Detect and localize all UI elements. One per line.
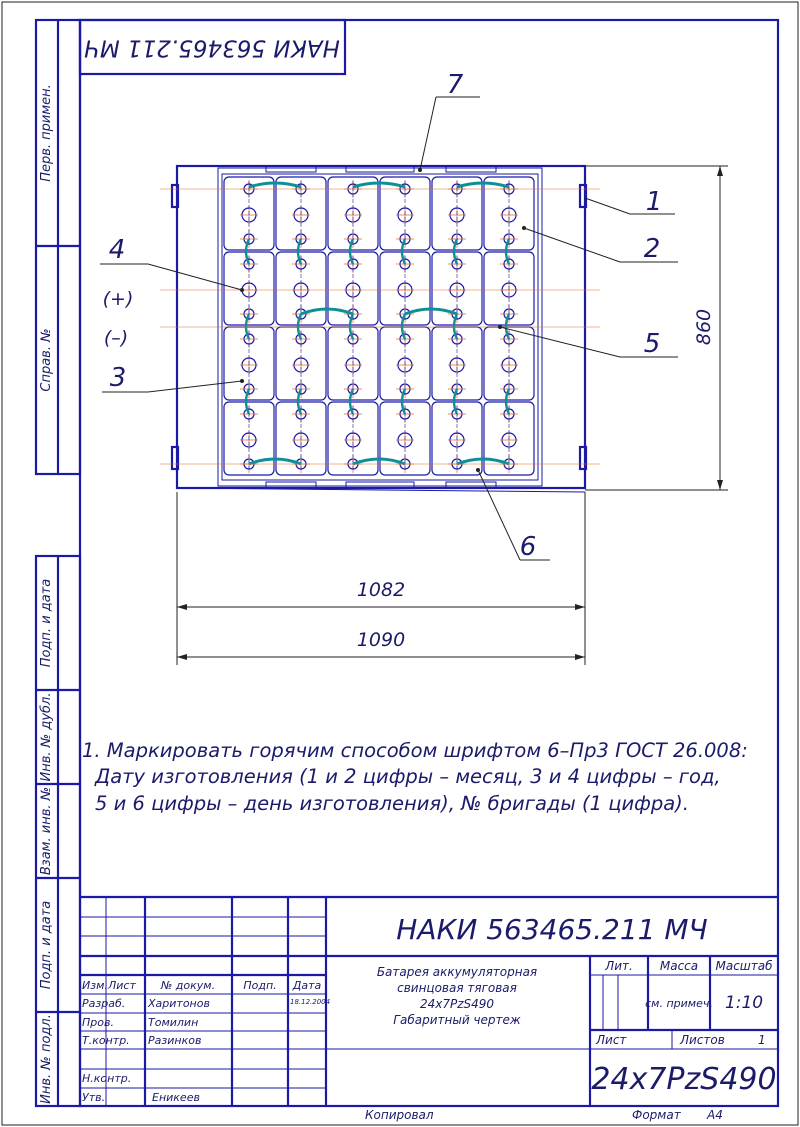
connector-bar xyxy=(457,183,509,187)
col-izm: Изм. xyxy=(82,979,108,992)
callout-4-label: 4 xyxy=(108,235,126,265)
sprav-no-label: Справ. № xyxy=(39,328,54,392)
connector-bar xyxy=(353,459,405,464)
col-podp: Подп. xyxy=(243,979,277,992)
title-block xyxy=(80,897,778,1122)
scale-value: 1:10 xyxy=(724,993,764,1013)
connector-bar xyxy=(301,309,353,314)
top-stamp xyxy=(80,20,345,74)
row-tkontr: Т.контр. xyxy=(82,1034,130,1047)
connector-bar xyxy=(249,183,301,187)
callout-7-label: 7 xyxy=(446,70,464,100)
utv-name: Еникеев xyxy=(152,1091,200,1104)
kopiroval-label: Копировал xyxy=(365,1108,434,1122)
dimension-outer-width xyxy=(177,629,585,660)
product-name-line-2: свинцовая тяговая xyxy=(397,981,517,995)
callout-3 xyxy=(102,363,244,393)
callout-1 xyxy=(585,187,675,217)
listov-value: 1 xyxy=(758,1033,766,1047)
callout-6-label: 6 xyxy=(519,532,537,562)
row-utv: Утв. xyxy=(82,1091,106,1104)
prov-name: Томилин xyxy=(148,1016,199,1029)
connector-bar xyxy=(405,309,457,314)
lit-label: Лит. xyxy=(605,959,633,973)
note-line-2: Дату изготовления (1 и 2 цифры – месяц, 3 и 4 цифры – год, xyxy=(95,765,721,788)
callout-3-label: 3 xyxy=(109,363,127,393)
dim-inner-width-value: 1082 xyxy=(356,579,406,601)
masshtab-label: Масштаб xyxy=(715,959,773,973)
list-label: Лист xyxy=(596,1033,627,1047)
connector-bar xyxy=(457,459,509,464)
massa-value: см. примеч. xyxy=(645,997,713,1010)
callout-5-label: 5 xyxy=(643,329,661,359)
top-stamp-text: НАКИ 563465.211 МЧ xyxy=(84,34,340,61)
razrab-name: Харитонов xyxy=(148,997,210,1010)
inv-podl-label: Инв. № подл. xyxy=(39,1014,54,1104)
product-name-line-4: Габаритный чертеж xyxy=(393,1013,521,1027)
callout-2-label: 2 xyxy=(643,234,661,264)
row-razrab: Разраб. xyxy=(82,997,126,1010)
dim-height-value: 860 xyxy=(693,308,715,346)
callout-5 xyxy=(498,325,678,359)
product-name-line-3: 24x7PzS490 xyxy=(419,997,495,1011)
format-value: A4 xyxy=(707,1108,723,1122)
razrab-date: 18.12.2004 xyxy=(290,998,331,1006)
podp-data-label-1: Подп. и дата xyxy=(39,578,54,668)
left-side-strip xyxy=(36,20,80,1106)
battery-drawing xyxy=(100,70,728,665)
tkontr-name: Разинков xyxy=(148,1034,202,1047)
inv-dubl-label: Инв. № дубл. xyxy=(39,692,54,782)
dim-outer-width-value: 1090 xyxy=(356,629,406,651)
format-label: Формат xyxy=(632,1108,681,1122)
vzam-inv-label: Взам. инв. № xyxy=(39,786,54,876)
listov-label: Листов xyxy=(680,1033,725,1047)
note-line-1: 1. Маркировать горячим способом шрифтом 6–Пр3 ГОСТ 26.008: xyxy=(82,739,748,762)
battery-cells xyxy=(224,177,534,475)
podp-data-label-2: Подп. и дата xyxy=(39,900,54,990)
note-line-3: 5 и 6 цифры – день изготовления), № бригады (1 цифра). xyxy=(95,792,689,815)
col-docum: № докум. xyxy=(160,979,216,992)
col-data: Дата xyxy=(292,979,322,992)
connector-bar xyxy=(353,183,405,187)
connector-bar xyxy=(249,459,301,464)
row-prov: Пров. xyxy=(82,1016,114,1029)
designation: НАКИ 563465.211 МЧ xyxy=(396,913,708,946)
col-list: Лист xyxy=(108,979,136,992)
product-name-line-1: Батарея аккумуляторная xyxy=(376,965,538,979)
polarity-plus: (+) xyxy=(102,288,134,310)
polarity-minus: (–) xyxy=(103,327,129,349)
product-code: 24x7PzS490 xyxy=(591,1062,777,1097)
row-nkontr: Н.контр. xyxy=(82,1072,132,1085)
callout-1-label: 1 xyxy=(645,187,663,217)
massa-label: Масса xyxy=(659,959,699,973)
technical-notes xyxy=(82,739,748,815)
callout-2 xyxy=(522,226,678,264)
perv-primen-label: Перв. примен. xyxy=(39,84,54,182)
callout-7 xyxy=(418,70,480,172)
